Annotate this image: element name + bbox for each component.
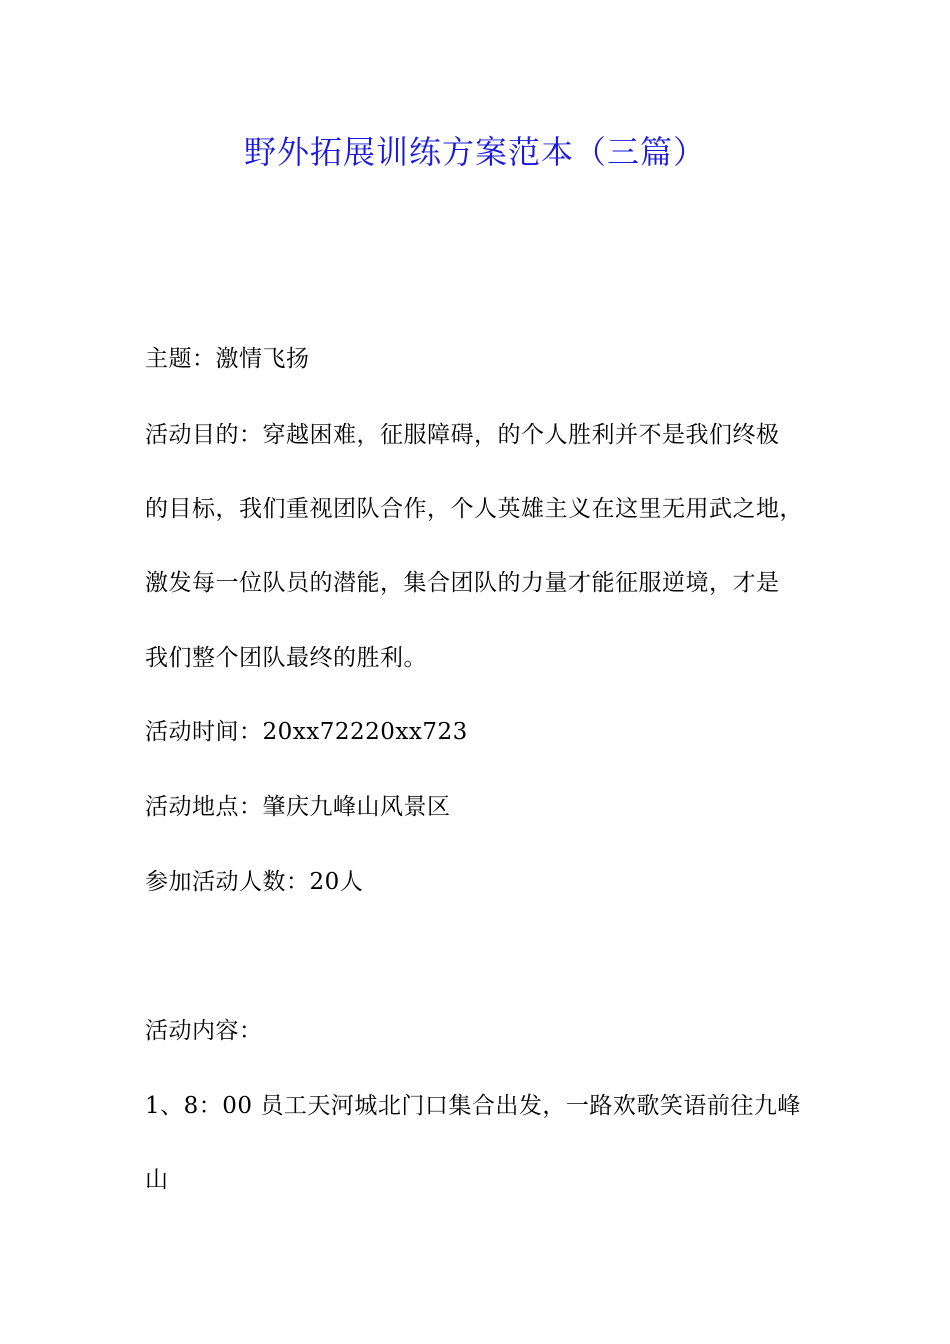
content-heading: 活动内容： [145,1018,263,1044]
content-item-1-line-2: 山 [145,1167,169,1193]
purpose-line-3: 激发每一位队员的潜能，集合团队的力量才能征服逆境，才是 [145,570,780,596]
theme-line: 主题：激情飞扬 [145,346,310,372]
purpose-line-1: 活动目的：穿越困难，征服障碍，的个人胜利并不是我们终极 [145,422,780,448]
content-item-1-line-1: 1、8：00 员工天河城北门口集合出发，一路欢歌笑语前往九峰 [145,1093,801,1119]
document-title: 野外拓展训练方案范本（三篇） [243,133,706,171]
time-line: 活动时间：20xx72220xx723 [145,719,468,745]
location-line: 活动地点：肇庆九峰山风景区 [145,794,451,820]
purpose-line-2: 的目标，我们重视团队合作，个人英雄主义在这里无用武之地， [145,496,803,522]
purpose-line-4: 我们整个团队最终的胜利。 [145,645,427,671]
participants-line: 参加活动人数：20人 [145,869,364,895]
